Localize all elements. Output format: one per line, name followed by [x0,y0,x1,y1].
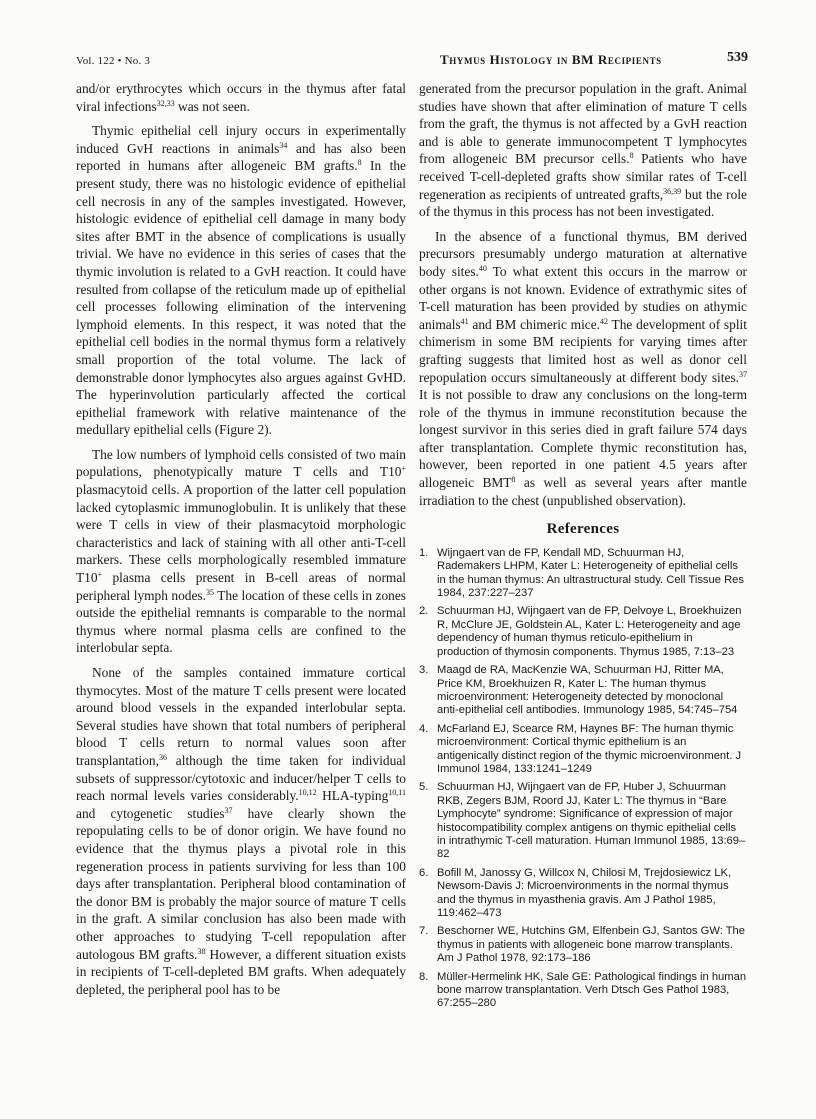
reference-item: 4. McFarland EJ, Scearce RM, Haynes BF: The human thymic microenvironment: Cortical thymic epithelium is an antigenically distinct region of the thymic microenvironment. J Immunol 1984, 133:1241–1249 [419,722,742,775]
reference-item: 7. Beschorner WE, Hutchins GM, Elfenbein GJ, Santos GW: The thymus in patients with allogeneic bone marrow transplants. Am J Pathol 1978, 92:173–186 [419,925,745,965]
paragraph: generated from the precursor population in the graft. Animal studies have shown that after elimination of mature T cells from the graft, the thymus is not affected by a GvH reaction and is able to generate immunocompetent T lymphocytes from allogeneic BM precursor cells.$^8$ Patients who have received T-cell-depleted grafts show similar rates of T-cell regeneration as recipients of untreated grafts,$^{36,39}$ but the role of the thymus in this process has not been investigated. [419,81,747,220]
reference-item: 2. Schuurman HJ, Wijngaert van de FP, Delvoye L, Broekhuizen R, McClure JE, Goldstein AL, Kater L: Heterogeneity and age dependency of human thymus reticulo-epithelium in production of thymosin components. Thymus 1985, 7:13–23 [419,605,742,658]
paragraph: None of the samples contained immature cortical thymocytes. Most of the mature T cells present were located around blood vessels in the expanded interlobular septa. Several studies have shown that total numbers of peripheral blood T cells return to normal values soon after transplantation,$^{36}$ although the time taken for individual subsets of suppressor/cytotoxic and inducer/helper T cells to reach normal levels varies considerably.$^{10,12}$ HLA-typing$^{10,11}$ and cytogenetic studies$^{37}$ have clearly shown the repopulating cells to be of donor origin. We have found no evidence that the thymus plays a pivotal role in this regeneration process in patients surviving for less than 100 days after transplantation. Peripheral blood contamination of the donor BM is probably the major source of mature T cells in the graft. A similar conclusion has also been made with other approaches to studying T-cell repopulation after autologous BM grafts.$^{38}$ However, a different situation exists in recipients of T-cell-depleted BM grafts. When adequately depleted, the peripheral pool has to be [76,665,406,997]
journal-volume: Vol. 122 • No. 3 [76,55,151,67]
paragraph: The low numbers of lymphoid cells consisted of two main populations, phenotypically mature T cells and T10+ plasmacytoid cells. A proportion of the latter cell population lacked cytoplasmic immunoglobulin. It is unlikely that these were T cells in view of their plasmacytoid morphologic characteristics and lack of staining with all other anti-T-cell markers. These cells morphologically resembled immature T10+ plasma cells present in B-cell areas of normal peripheral lymph nodes.$^{35}$ The location of these cells in zones outside the epithelial remnants is comparable to the normal thymus where normal plasma cells are confined to the interlobular septa. [76,446,406,656]
paragraph: and/or erythrocytes which occurs in the thymus after fatal viral infections$^{32,33}$ was not seen. [76,81,406,114]
reference-list [419,547,747,1011]
paragraph: Thymic epithelial cell injury occurs in experimentally induced GvH reactions in animals$^{34}$ and has also been reported in humans after allogeneic BM grafts.$^8$ In the present study, there was no histologic evidence of epithelial cell necrosis in any of the samples investigated. However, histologic evidence of epithelial cell damage in many body sites after BMT in the absence of complications is usually trivial. We have no evidence in this series of cases that the thymic involution is related to a GvH reaction. It could have resulted from collapse of the reticulum made up of epithelial cell processes following elimination of the intervening lymphoid elements. In this respect, it was noted that the epithelial cell bodies in the normal thymus form a relatively small proportion of the total volume. The lack of demonstrable donor lymphocytes also argues against GvHD. The hyperinvolution particularly affected the cortical epithelial framework with relative maintenance of the medullary epithelial cells (Figure 2). [76,123,406,438]
reference-item: 5. Schuurman HJ, Wijngaert van de FP, Huber J, Schuurman RKB, Zegers BJM, Roord JJ, Kater L: The thymus in “Bare Lymphocyte” syndrome: Significance of expression of major histocompatibility complex antigens on thymic epithelial cells in intrathymic T-cell maturation. Human Immunol 1985, 13:69–82 [419,781,746,861]
left-column [76,80,406,1005]
page-number: 539 [727,50,748,65]
right-column [419,80,747,1016]
reference-item: 1. Wijngaert van de FP, Kendall MD, Schuurman HJ, Rademakers LHPM, Kater L: Heterogeneity of epithelial cells in the human thymus: An ultrastructural study. Cell Tissue Res 1984, 237:227–237 [419,546,744,600]
paragraph: In the absence of a functional thymus, BM derived precursors presumably undergo maturation at alternative body sites.$^{40}$ To what extent this occurs in the marrow or other organs is not known. Evidence of extrathymic sites of T-cell maturation has been provided by studies on athymic animals$^{41}$ and BM chimeric mice.$^{42}$ The development of split chimerism in some BM recipients for varying times after grafting suggests that limited host as well as donor cell repopulation occurs simultaneously at different body sites.$^{37}$ It is not possible to draw any conclusions on the long-term role of the thymus in immune reconstitution because the longest survivor in this series died in graft failure 574 days after transplantation. Complete thymic reconstitution has, however, been reported in one patient 4.5 years after allogeneic BMT$^8$ as well as several years after mantle irradiation to the chest (unpublished observation). [419,228,748,508]
reference-item: 3. Maagd de RA, MacKenzie WA, Schuurman HJ, Ritter MA, Price KM, Broekhuizen R, Kater L: The human thymus microenvironment: Heterogeneity detected by monoclonal anti-epithelial cell antibodies. Immunology 1985, 54:745–754 [419,664,738,717]
reference-item: 8. Müller-Hermelink HK, Sale GE: Pathological findings in human bone marrow transplantation. Verh Dtsch Ges Pathol 1983, 67:255–280 [419,970,747,1010]
reference-item: 6. Bofill M, Janossy G, Willcox N, Chilosi M, Trejdosiewicz LK, Newsom-Davis J: Microenvironments in the normal thymus and the thymus in myasthenia gravis. Am J Pathol 1985, 119:462–473 [419,866,732,919]
references-heading: References [546,521,620,538]
running-title: Thymus Histology in BM Recipients [440,52,662,67]
